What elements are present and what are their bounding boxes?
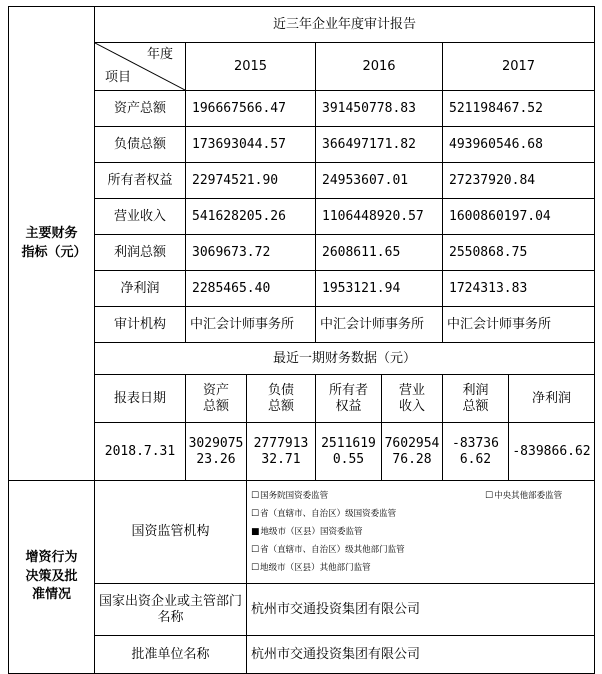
year-header: 2016 [316, 43, 443, 91]
col-header: 净利润 [509, 375, 595, 423]
row-label: 营业收入 [95, 199, 186, 235]
value-cell: 493960546.68 [443, 127, 595, 163]
value-cell: 1106448920.57 [316, 199, 443, 235]
row-label: 净利润 [95, 271, 186, 307]
regulator-option[interactable]: ☐省（直辖市、自治区）级国资委监管 [251, 509, 397, 519]
value-cell: 24953607.01 [316, 163, 443, 199]
value-cell: 196667566.47 [186, 91, 316, 127]
value-cell: 25116190.55 [316, 423, 382, 481]
annual-report-title: 近三年企业年度审计报告 [95, 7, 595, 43]
auditor-cell: 中汇会计师事务所 [316, 307, 443, 343]
value-cell: -839866.62 [509, 423, 595, 481]
header-corner [95, 43, 186, 91]
value-cell: 521198467.52 [443, 91, 595, 127]
value-cell: 541628205.26 [186, 199, 316, 235]
report-date: 2018.7.31 [95, 423, 186, 481]
value-cell: 2285465.40 [186, 271, 316, 307]
value-cell: -837366.62 [443, 423, 509, 481]
value-cell: 22974521.90 [186, 163, 316, 199]
value-cell: 2550868.75 [443, 235, 595, 271]
section-financial-label: 主要财务指标（元） [9, 7, 95, 481]
regulator-option[interactable]: ☐地级市（区县）其他部门监管 [251, 563, 371, 573]
col-header: 报表日期 [95, 375, 186, 423]
col-header: 所有者权益 [316, 375, 382, 423]
value-cell: 1724313.83 [443, 271, 595, 307]
value-cell: 366497171.82 [316, 127, 443, 163]
col-header: 资产总额 [186, 375, 247, 423]
sponsor-label: 国家出资企业或主管部门名称 [95, 584, 247, 636]
regulator-option[interactable]: ☐中央其他部委监管 [485, 491, 563, 501]
year-header: 2015 [186, 43, 316, 91]
header-year: 年度 [146, 47, 173, 62]
row-label: 资产总额 [95, 91, 186, 127]
row-label: 利润总额 [95, 235, 186, 271]
col-header: 负债总额 [247, 375, 316, 423]
year-header: 2017 [443, 43, 595, 91]
value-cell: 302907523.26 [186, 423, 247, 481]
value-cell: 3069673.72 [186, 235, 316, 271]
auditor-cell: 中汇会计师事务所 [443, 307, 595, 343]
checkbox-icon: ☐ [251, 563, 260, 573]
regulator-label: 国资监管机构 [95, 481, 247, 584]
value-cell: 1600860197.04 [443, 199, 595, 235]
recent-period-title: 最近一期财务数据（元） [95, 343, 595, 375]
regulator-option[interactable]: ☐省（直辖市、自治区）级其他部门监管 [251, 545, 405, 555]
checkbox-icon: ☐ [251, 509, 260, 519]
regulator-option[interactable]: ■地级市（区县）国资委监管 [251, 527, 363, 537]
row-label: 负债总额 [95, 127, 186, 163]
value-cell: 391450778.83 [316, 91, 443, 127]
row-label: 所有者权益 [95, 163, 186, 199]
sponsor-value: 杭州市交通投资集团有限公司 [247, 584, 595, 636]
header-item: 项目 [105, 70, 132, 86]
col-header: 利润总额 [443, 375, 509, 423]
regulator-option[interactable]: ☐国务院国资委监管 [251, 491, 329, 501]
col-header: 营业收入 [382, 375, 443, 423]
value-cell: 1953121.94 [316, 271, 443, 307]
value-cell: 2608611.65 [316, 235, 443, 271]
row-label: 审计机构 [95, 307, 186, 343]
auditor-cell: 中汇会计师事务所 [186, 307, 316, 343]
approver-label: 批准单位名称 [95, 636, 247, 674]
value-cell: 277791332.71 [247, 423, 316, 481]
regulator-options [247, 481, 595, 584]
approver-value: 杭州市交通投资集团有限公司 [247, 636, 595, 674]
section-approval-label: 增资行为决策及批准情况 [9, 481, 95, 674]
checkbox-checked-icon: ■ [251, 527, 260, 537]
value-cell: 173693044.57 [186, 127, 316, 163]
value-cell: 760295476.28 [382, 423, 443, 481]
value-cell: 27237920.84 [443, 163, 595, 199]
checkbox-icon: ☐ [251, 545, 260, 555]
checkbox-icon: ☐ [485, 491, 494, 501]
checkbox-icon: ☐ [251, 491, 260, 501]
info-table [8, 6, 595, 674]
